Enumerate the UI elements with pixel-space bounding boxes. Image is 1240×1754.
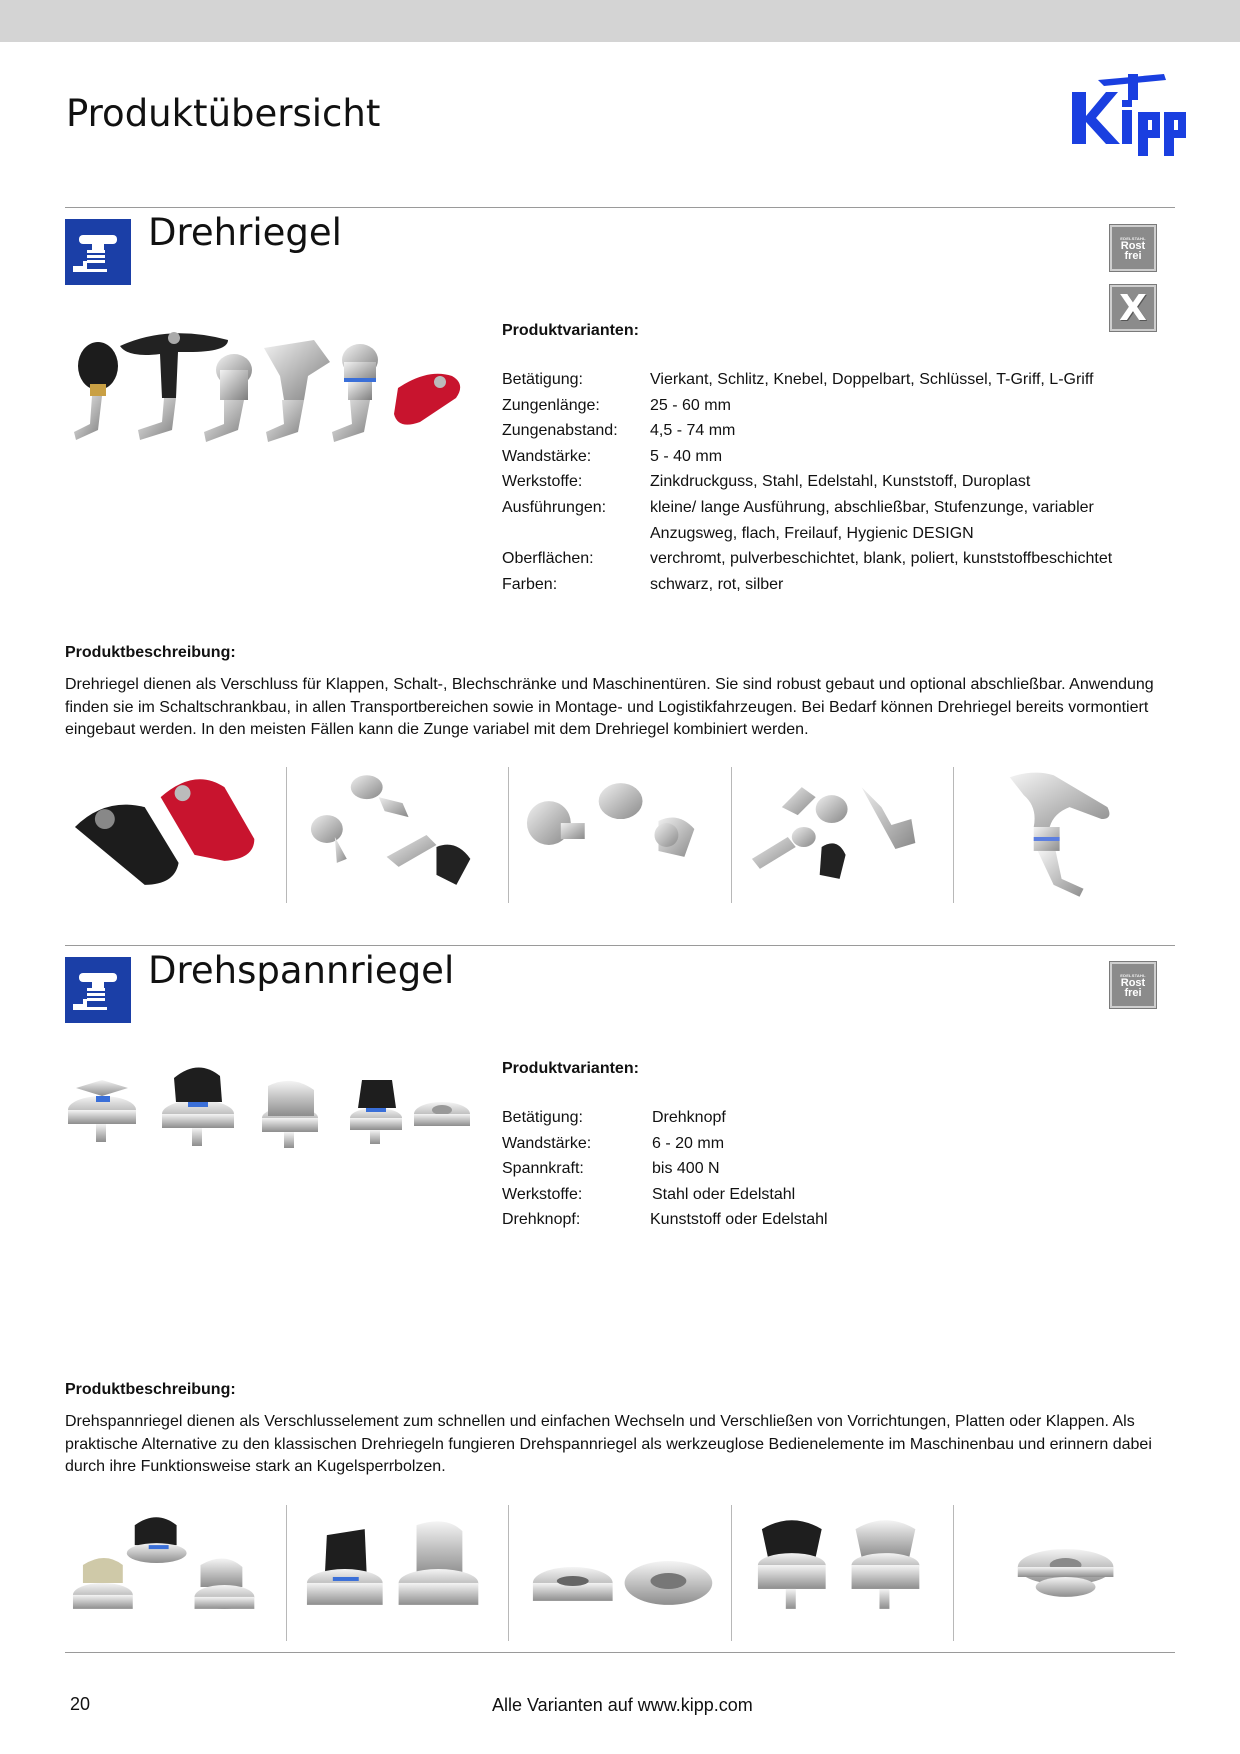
kipp-logo[interactable] (1068, 70, 1190, 166)
spec-value: 4,5 - 74 mm (650, 422, 736, 440)
description-heading: Produktbeschreibung: (65, 1381, 236, 1398)
spec-row (502, 1131, 828, 1157)
spec-label: Wandstärke: (502, 447, 592, 465)
rostfrei-badge (1110, 962, 1156, 1008)
spec-label: Wandstärke: (502, 1134, 592, 1152)
photo-cell (287, 767, 509, 903)
photo-cell (287, 1505, 509, 1641)
spec-label: Drehknopf: (502, 1211, 581, 1229)
spec-value: Kunststoff oder Edelstahl (650, 1211, 828, 1229)
spec-row (502, 1156, 828, 1182)
spec-value-line: kleine/ lange Ausführung, abschließbar, Stufenzunge, variabler (650, 498, 1094, 516)
drehriegel-product-photo (68, 318, 468, 458)
section-divider (65, 207, 1175, 208)
latch-icon (65, 957, 131, 1023)
badge-text-line1: Rost (1120, 239, 1146, 252)
spec-row (502, 1182, 828, 1208)
description-text: Drehspannriegel dienen als Verschlusselement zum schnellen und einfachen Wechseln und Verschließen von Vorrichtungen, Platten oder Klappen. Als praktische Alternative zu den klassischen Drehriegeln fungieren Drehspannriegel als werkzeuglose Bedienelemente im Maschinenbau und erinnern dabei durch ihre Funktionsweise stark an Kugelsperrbolzen. (65, 1413, 1152, 1475)
photo-cell (954, 1505, 1175, 1641)
spec-value: bis 400 N (652, 1160, 720, 1178)
spec-value: verchromt, pulverbeschichtet, blank, poliert, kunststoffbeschichtet (650, 550, 1113, 568)
badge-small-text: EDELSTAHL (1120, 972, 1146, 978)
photo-cell (954, 767, 1175, 903)
spec-row (502, 393, 1112, 419)
description-heading: Produktbeschreibung: (65, 644, 236, 661)
footer-link-text[interactable]: Alle Varianten auf www.kipp.com (492, 1695, 753, 1715)
rostfrei-badge (1110, 225, 1156, 271)
spec-row (502, 367, 1112, 393)
top-bar (0, 0, 1240, 42)
spec-label: Spannkraft: (502, 1160, 584, 1178)
spec-row (502, 1207, 828, 1233)
spec-value: 25 - 60 mm (650, 396, 731, 414)
spec-label: Werkstoffe: (502, 473, 583, 491)
spec-value-line: Anzugsweg, flach, Freilauf, Hygienic DESIGN (650, 524, 974, 542)
page-number: 20 (70, 1694, 91, 1714)
section-divider (65, 945, 1175, 946)
spec-label: Zungenabstand: (502, 422, 618, 440)
spec-row (502, 444, 1112, 470)
badge-text-line1: Rost (1120, 976, 1146, 989)
spec-value: 6 - 20 mm (652, 1134, 725, 1152)
spec-label: Ausführungen: (502, 498, 607, 516)
description-text: Drehriegel dienen als Verschluss für Klappen, Schalt-, Blechschränke und Maschinentüren. Sie sind robust gebaut und optional abschließbar. Anwendung finden sie im Schaltschrankbau, in allen Transportbereichen sowie in Montage- und Logistikfahrzeugen. Bei Bedarf können Drehriegel bereits vormontiert eingebaut werden. In den meisten Fällen kann die Zunge variabel mit dem Drehriegel kombiniert werden. (65, 676, 1154, 738)
spec-table-drehriegel (502, 367, 1112, 597)
drehspannriegel-product-photo (62, 1058, 472, 1168)
variants-heading: Produktvarianten: (502, 322, 639, 339)
photo-cell (65, 767, 287, 903)
spec-label: Farben: (502, 575, 558, 593)
badge-text-line2: frei (1124, 986, 1142, 999)
photo-cell (732, 767, 954, 903)
spec-label: Oberflächen: (502, 550, 594, 568)
spec-value: 5 - 40 mm (650, 447, 723, 465)
spec-label: Betätigung: (502, 1109, 583, 1126)
spec-label: Betätigung: (502, 371, 583, 388)
spec-value: Drehknopf (652, 1109, 726, 1126)
x-badge (1110, 285, 1156, 331)
photo-strip-drehriegel (65, 767, 1175, 903)
badge-text-line2: frei (1124, 249, 1142, 262)
spec-label: Werkstoffe: (502, 1185, 583, 1203)
spec-value: schwarz, rot, silber (650, 575, 784, 593)
footer-divider (65, 1652, 1175, 1653)
section-title-drehriegel: Drehriegel (148, 211, 342, 254)
spec-row (502, 572, 1112, 598)
photo-cell (509, 1505, 731, 1641)
spec-row (502, 1105, 828, 1131)
page-title: Produktübersicht (66, 92, 381, 135)
spec-row (502, 418, 1112, 444)
latch-icon (65, 219, 131, 285)
spec-row (502, 495, 1112, 546)
variants-heading: Produktvarianten: (502, 1060, 639, 1077)
spec-value: Vierkant, Schlitz, Knebel, Doppelbart, Schlüssel, T-Griff, L-Griff (650, 371, 1094, 388)
spec-table-drehspannriegel (502, 1105, 828, 1233)
x-icon: X (1119, 287, 1147, 329)
spec-value: Stahl oder Edelstahl (652, 1185, 796, 1203)
badge-small-text: EDELSTAHL (1120, 235, 1146, 241)
spec-value (650, 495, 1094, 546)
spec-row (502, 546, 1112, 572)
photo-cell (65, 1505, 287, 1641)
spec-row (502, 469, 1112, 495)
photo-cell (732, 1505, 954, 1641)
spec-label: Zungenlänge: (502, 396, 600, 414)
spec-value: Zinkdruckguss, Stahl, Edelstahl, Kunststoff, Duroplast (650, 473, 1031, 491)
photo-strip-drehspannriegel (65, 1505, 1175, 1641)
photo-cell (509, 767, 731, 903)
section-title-drehspannriegel: Drehspannriegel (148, 949, 455, 992)
